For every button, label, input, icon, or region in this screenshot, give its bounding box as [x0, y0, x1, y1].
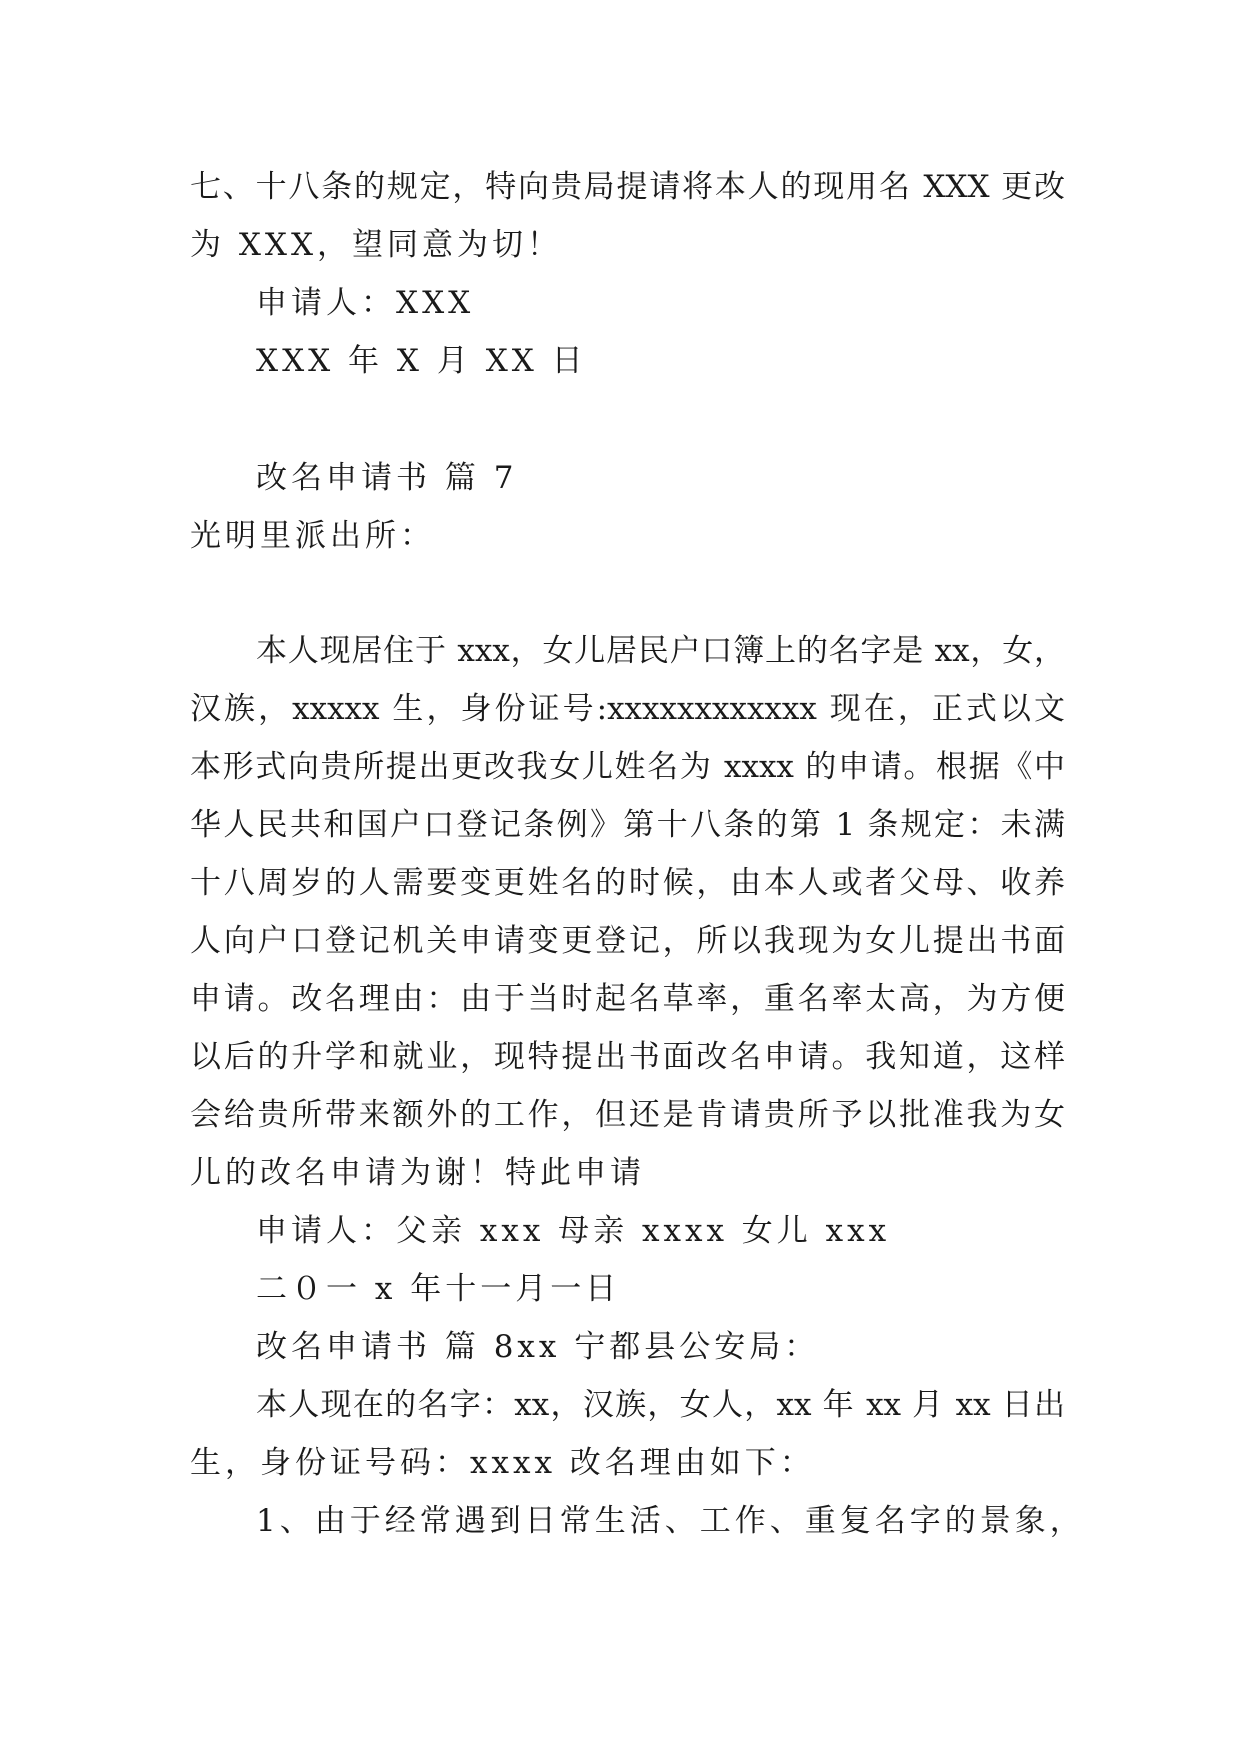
paragraph-line: 人向户口登记机关申请变更登记，所以我现为女儿提出书面 [190, 923, 1065, 959]
paragraph-line: 会给贵所带来额外的工作，但还是肯请贵所予以批准我为女 [190, 1097, 1065, 1133]
paragraph-line: 本形式向贵所提出更改我女儿姓名为 xxxx 的申请。根据《中 [190, 749, 1065, 785]
applicant-line: 申请人：XXX [256, 285, 475, 321]
section-heading: 改名申请书 篇 8xx 宁都县公安局： [256, 1329, 820, 1365]
text-line: 为 XXX，望同意为切！ [190, 227, 563, 263]
paragraph-line: 生，身份证号码：xxxx 改名理由如下： [190, 1445, 815, 1481]
applicant-line: 申请人：父亲 xxx 母亲 xxxx 女儿 xxx [256, 1213, 891, 1249]
paragraph-line: 汉族，xxxxx 生，身份证号:xxxxxxxxxxxx 现在，正式以文 [190, 691, 1065, 727]
paragraph-line: 本人现居住于 xxx，女儿居民户口簿上的名字是 xx，女， [256, 633, 1065, 669]
date-line: XXX 年 X 月 XX 日 [256, 343, 587, 379]
paragraph-line: 以后的升学和就业，现特提出书面改名申请。我知道，这样 [190, 1039, 1065, 1075]
date-line: 二０一 x 年十一月一日 [256, 1271, 621, 1307]
recipient-line: 光明里派出所： [190, 518, 435, 554]
list-item: 1、由于经常遇到日常生活、工作、重复名字的景象， [256, 1503, 1085, 1539]
paragraph-line: 本人现在的名字：xx，汉族，女人，xx 年 xx 月 xx 日出 [256, 1387, 1065, 1423]
paragraph-line: 华人民共和国户口登记条例》第十八条的第 1 条规定：未满 [190, 807, 1065, 843]
paragraph-line: 十八周岁的人需要变更姓名的时候，由本人或者父母、收养 [190, 865, 1065, 901]
section-heading: 改名申请书 篇 7 [256, 460, 518, 496]
text-line: 七、十八条的规定，特向贵局提请将本人的现用名 XXX 更改 [190, 169, 1065, 205]
paragraph-line: 申请。改名理由：由于当时起名草率，重名率太高，为方便 [190, 981, 1065, 1017]
paragraph-line: 儿的改名申请为谢！特此申请 [190, 1155, 645, 1191]
